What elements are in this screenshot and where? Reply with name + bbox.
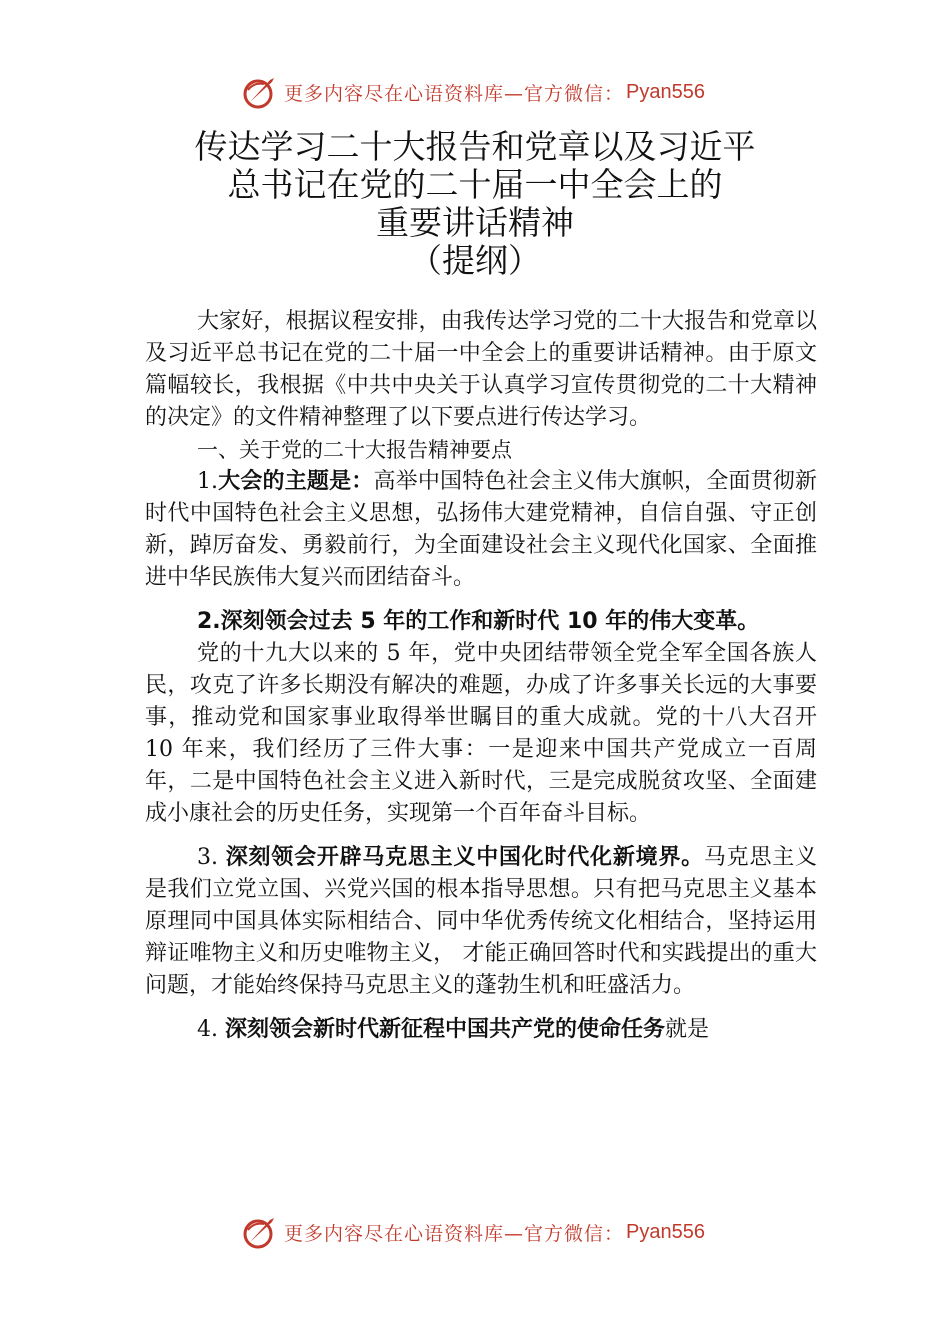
item-1-bold: 大会的主题是： [218,469,374,494]
header-banner [240,72,705,112]
item-3-number: 3. [197,845,218,870]
quill-logo-icon [240,72,280,112]
item-1-paragraph [145,466,817,594]
item-2-paragraph: 党的十九大以来的 5 年，党中央团结带领全党全军全国各族人民，攻克了许多长期没有解决的难题，办成了许多事关长远的大事要事，推动党和国家事业取得举世瞩目的重大成就。党的十八大召开 10 年来，我们经历了三件大事：一是迎来中国共产党成立一百周年，二是中国特色社会主义进入新时代，三是完成脱贫攻坚、全面建成小康社会的历史任务，实现第一个百年奋斗目标。 [145,641,817,826]
intro-paragraph: 大家好，根据议程安排，由我传达学习党的二十大报告和党章以及习近平总书记在党的二十届一中全会上的重要讲话精神。由于原文篇幅较长，我根据《中共中央关于认真学习宣传贯彻党的二十大精神的决定》的文件精神整理了以下要点进行传达学习。 [145,309,817,430]
banner-text: 更多内容尽在心语资料库—官方微信： [284,82,625,105]
title-line-4: （提纲） [409,241,541,280]
document-title [0,128,950,280]
banner-wechat-id: Pyan556 [626,80,705,103]
title-line-3: 重要讲话精神 [376,203,574,242]
item-1-number: 1. [197,469,218,494]
item-2-heading: 2.深刻领会过去 5 年的工作和新时代 10 年的伟大变革。 [197,609,760,634]
item-4-number: 4. [197,1017,218,1042]
footer-banner-text: 更多内容尽在心语资料库—官方微信： [284,1222,625,1245]
title-line-1: 传达学习二十大报告和党章以及习近平 [194,127,756,166]
footer-banner [240,1212,705,1252]
item-3-text: 马克思主义是我们立党立国、兴党兴国的根本指导思想。只有把马克思主义基本原理同中国具体实际相结合、同中华优秀传统文化相结合，坚持运用辩证唯物主义和历史唯物主义， 才能正确回答时代和实践提出的重大问题，才能始终保持马克思主义的蓬勃生机和旺盛活力。 [145,845,817,998]
item-4-paragraph [145,1014,817,1046]
item-3-bold: 深刻领会开辟马克思主义中国化时代化新境界。 [225,845,704,870]
section-heading: 一、关于党的二十大报告精神要点 [197,438,512,462]
document-body [145,306,817,1046]
title-line-2: 总书记在党的二十届一中全会上的 [227,165,723,204]
quill-logo-icon [240,1212,280,1252]
item-4-text: 就是 [665,1017,710,1042]
item-3-paragraph [145,842,817,1002]
footer-banner-wechat-id: Pyan556 [626,1220,705,1243]
item-4-bold: 深刻领会新时代新征程中国共产党的使命任务 [225,1017,666,1042]
item-1-text: 高举中国特色社会主义伟大旗帜，全面贯彻新时代中国特色社会主义思想，弘扬伟大建党精神，自信自强、守正创新，踔厉奋发、勇毅前行，为全面建设社会主义现代化国家、全面推进中华民族伟大复兴而团结奋斗。 [145,469,817,590]
